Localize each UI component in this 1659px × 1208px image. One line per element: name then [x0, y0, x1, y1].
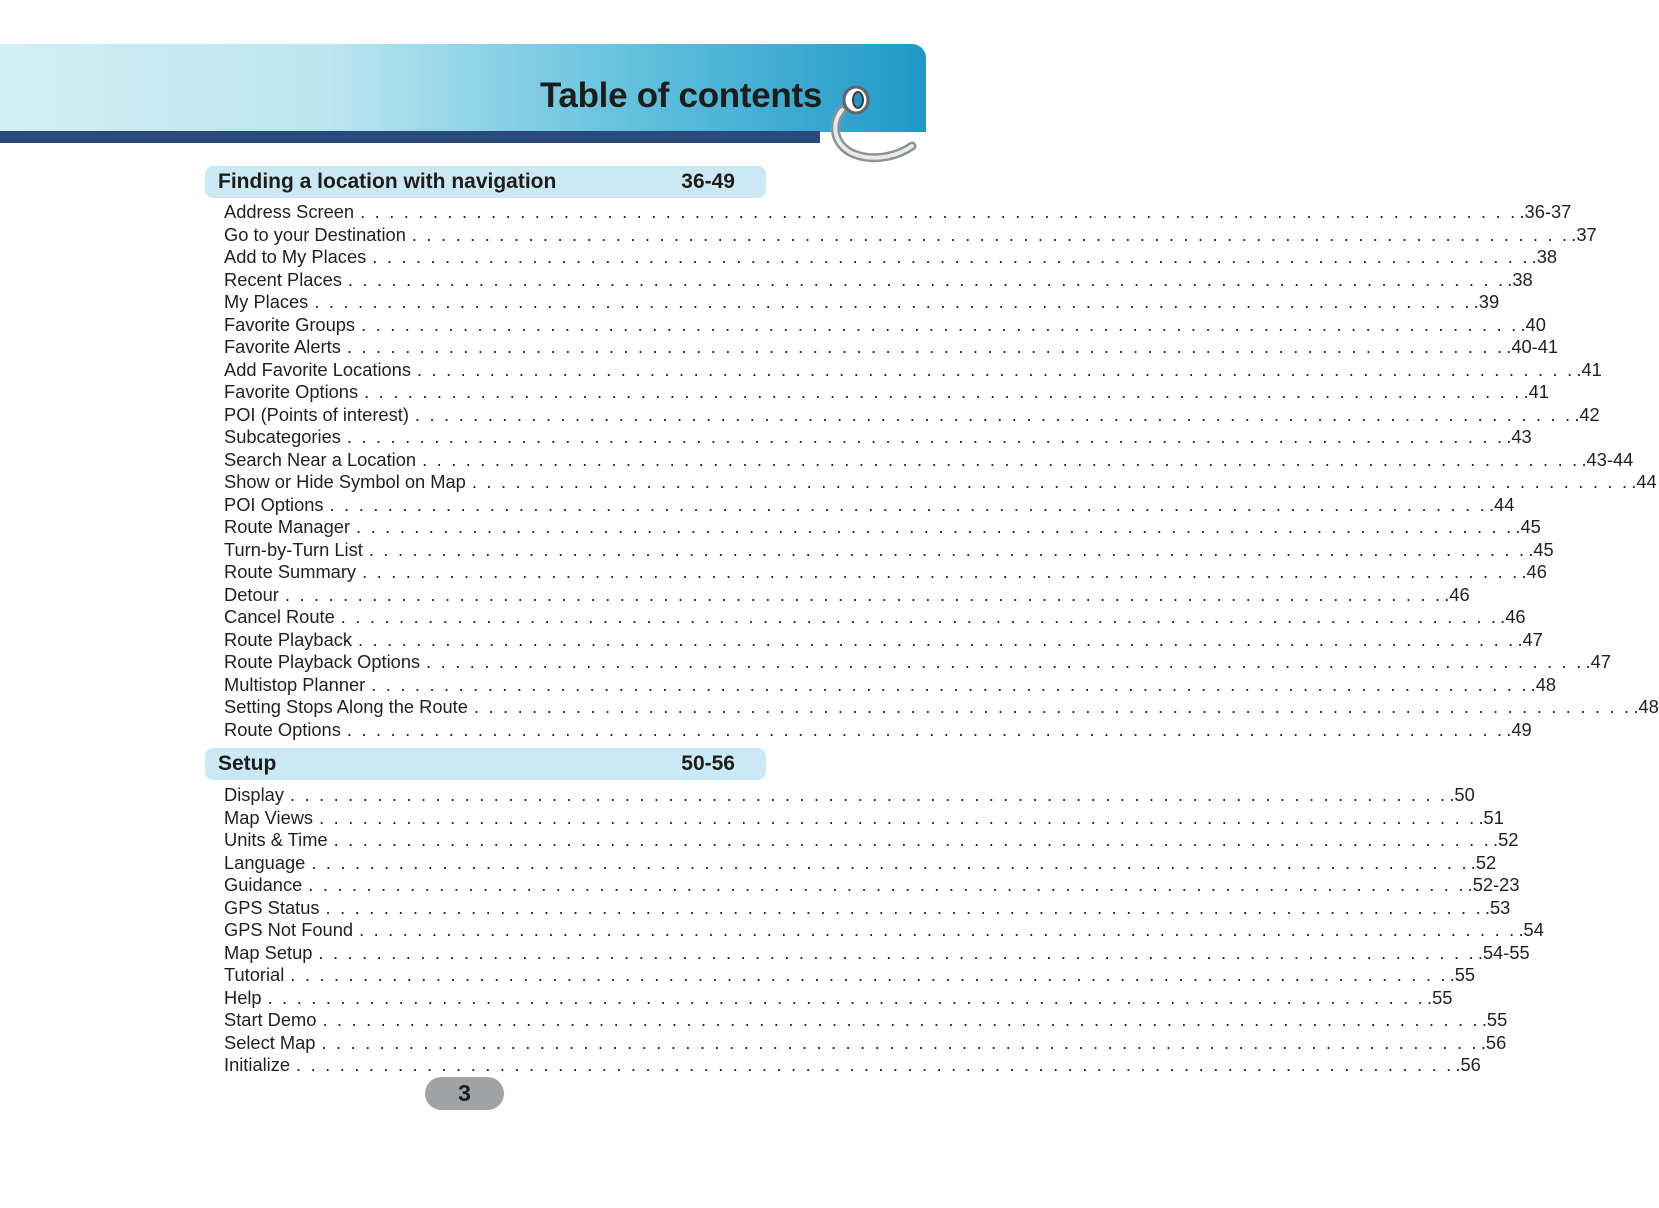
dot-leader: . . . . . . . . . . . . . . . . . . . . . . . . . . . . . . . . . . . . . . . . . . . . . . . . . . . . . . . . . . . . . . . . . . . . . . . . . . . . . . . .: [356, 516, 1514, 537]
toc-entry-label: Units & Time: [224, 829, 328, 850]
toc-entry-page: .44: [1488, 493, 1515, 515]
dot-leader: . . . . . . . . . . . . . . . . . . . . . . . . . . . . . . . . . . . . . . . . . . . . . . . . . . . . . . . . . . . . . . . . . . . . . . . . . . . . . . . .: [346, 718, 1505, 740]
toc-entry-page: .38: [1531, 246, 1558, 267]
toc-entry[interactable]: [224, 561, 1547, 584]
toc-entry-label: Favorite Groups: [224, 313, 356, 335]
toc-entry-label: POI Options: [224, 493, 324, 515]
section-header-navigation: [205, 166, 766, 198]
dot-leader: . . . . . . . . . . . . . . . . . . . . . . . . . . . . . . . . . . . . . . . . . . . . . . . . . . . . . . . . . . . . . . . . . . . . . . . . . . . . . . . .: [473, 696, 1632, 717]
toc-list-setup: [224, 784, 1544, 1077]
dot-leader: . . . . . . . . . . . . . . . . . . . . . . . . . . . . . . . . . . . . . . . . . . . . . . . . . . . . . . . . . . . . . . . . . . . . . . . . . . . . . . . .: [325, 896, 1483, 918]
toc-entry-page: .55: [1427, 986, 1453, 1008]
toc-entry-label: Cancel Route: [224, 606, 335, 627]
toc-entry-label: Favorite Options: [224, 381, 359, 402]
dot-leader: . . . . . . . . . . . . . . . . . . . . . . . . . . . . . . . . . . . . . . . . . . . . . . . . . . . . . . . . . . . . . . . . . . . . . . . . . . . . . . . .: [364, 381, 1522, 402]
toc-entry[interactable]: [224, 358, 1602, 382]
header-rule: [0, 131, 820, 143]
toc-entry[interactable]: [224, 784, 1475, 807]
toc-entry-page: .45: [1528, 538, 1554, 560]
toc-entry[interactable]: [224, 986, 1453, 1010]
toc-entry[interactable]: [224, 628, 1543, 652]
toc-entry[interactable]: [224, 696, 1659, 719]
toc-entry-label: POI (Points of interest): [224, 403, 409, 425]
dot-leader: . . . . . . . . . . . . . . . . . . . . . . . . . . . . . . . . . . . . . . . . . . . . . . . . . . . . . . . . . . . . . . . . . . . . . . . . . . . . . . . .: [340, 606, 1499, 627]
toc-entry-page: .46: [1444, 583, 1470, 605]
toc-entry-page: .52: [1470, 851, 1497, 873]
toc-entry[interactable]: [224, 673, 1557, 697]
section-header-setup: [205, 748, 766, 780]
spiral-ring-icon: [828, 80, 920, 164]
toc-entry-page: .50: [1449, 784, 1475, 805]
dot-leader: . . . . . . . . . . . . . . . . . . . . . . . . . . . . . . . . . . . . . . . . . . . . . . . . . . . . . . . . . . . . . . . . . . . . . . . . . . . . . . . .: [321, 1031, 1479, 1053]
toc-entry-page: .54: [1518, 919, 1544, 940]
toc-entry-label: Display: [224, 784, 284, 805]
toc-entry-label: Favorite Alerts: [224, 336, 341, 357]
dot-leader: . . . . . . . . . . . . . . . . . . . . . . . . . . . . . . . . . . . . . . . . . . . . . . . . . . . . . . . . . . . . . . . . . . . . . . . . . . . . . . . .: [322, 1009, 1480, 1030]
toc-entry-label: Recent Places: [224, 268, 342, 290]
dot-leader: . . . . . . . . . . . . . . . . . . . . . . . . . . . . . . . . . . . . . . . . . . . . . . . . . . . . . . . . . . . . . . . . . . . . . . . . . . . . . . . .: [414, 403, 1573, 425]
toc-entry[interactable]: [224, 516, 1541, 539]
toc-entry-label: My Places: [224, 291, 309, 312]
toc-entry-label: Route Options: [224, 718, 341, 740]
toc-entry[interactable]: [224, 268, 1533, 292]
toc-entry-label: Route Manager: [224, 516, 351, 537]
dot-leader: . . . . . . . . . . . . . . . . . . . . . . . . . . . . . . . . . . . . . . . . . . . . . . . . . . . . . . . . . . . . . . . . . . . . . . . . . . . . . . . .: [361, 313, 1519, 335]
toc-entry-label: Guidance: [224, 874, 303, 895]
toc-entry[interactable]: [224, 851, 1497, 875]
toc-entry-label: GPS Status: [224, 896, 320, 918]
dot-leader: . . . . . . . . . . . . . . . . . . . . . . . . . . . . . . . . . . . . . . . . . . . . . . . . . . . . . . . . . . . . . . . . . . . . . . . . . . . . . . . .: [308, 874, 1466, 895]
toc-entry-page: .55: [1481, 1009, 1508, 1030]
dot-leader: . . . . . . . . . . . . . . . . . . . . . . . . . . . . . . . . . . . . . . . . . . . . . . . . . . . . . . . . . . . . . . . . . . . . . . . . . . . . . . . .: [371, 673, 1529, 695]
toc-entry-label: Add Favorite Locations: [224, 358, 411, 380]
toc-entry[interactable]: [224, 919, 1544, 942]
toc-entry-label: Detour: [224, 583, 279, 605]
toc-entry-label: Start Demo: [224, 1009, 317, 1030]
toc-entry[interactable]: [224, 291, 1500, 314]
toc-entry[interactable]: [224, 1054, 1481, 1077]
dot-leader: . . . . . . . . . . . . . . . . . . . . . . . . . . . . . . . . . . . . . . . . . . . . . . . . . . . . . . . . . . . . . . . . . . . . . . . . . . . . . . . .: [416, 358, 1575, 380]
toc-entry-page: .54-55: [1477, 941, 1530, 963]
dot-leader: . . . . . . . . . . . . . . . . . . . . . . . . . . . . . . . . . . . . . . . . . . . . . . . . . . . . . . . . . . . . . . . . . . . . . . . . . . . . . . . .: [319, 806, 1477, 828]
toc-entry-page: .47: [1517, 628, 1543, 650]
toc-entry-page: .41: [1523, 381, 1549, 402]
toc-entry[interactable]: [224, 313, 1546, 337]
toc-entry-page: .56: [1480, 1031, 1507, 1053]
toc-entry[interactable]: [224, 1031, 1507, 1055]
toc-entry-page: .46: [1500, 606, 1526, 627]
toc-entry-page: .51: [1478, 806, 1504, 828]
page-number-badge: 3: [425, 1077, 504, 1110]
toc-entry-label: Language: [224, 851, 306, 873]
toc-entry[interactable]: [224, 606, 1526, 629]
toc-entry-page: .41: [1576, 358, 1602, 380]
toc-entry[interactable]: [224, 381, 1549, 404]
toc-entry-label: Multistop Planner: [224, 673, 366, 695]
section-page-range: 50-56: [681, 752, 735, 775]
dot-leader: . . . . . . . . . . . . . . . . . . . . . . . . . . . . . . . . . . . . . . . . . . . . . . . . . . . . . . . . . . . . . . . . . . . . . . . . . . . . . . . .: [314, 291, 1472, 312]
toc-entry-page: .43: [1506, 426, 1532, 447]
toc-entry[interactable]: [224, 336, 1559, 359]
dot-leader: . . . . . . . . . . . . . . . . . . . . . . . . . . . . . . . . . . . . . . . . . . . . . . . . . . . . . . . . . . . . . . . . . . . . . . . . . . . . . . . .: [358, 628, 1516, 650]
toc-entry[interactable]: [224, 471, 1657, 494]
dot-leader: . . . . . . . . . . . . . . . . . . . . . . . . . . . . . . . . . . . . . . . . . . . . . . . . . . . . . . . . . . . . . . . . . . . . . . . . . . . . . . . .: [311, 851, 1469, 873]
toc-entry[interactable]: [224, 538, 1554, 562]
toc-entry[interactable]: [224, 718, 1532, 742]
toc-entry[interactable]: [224, 246, 1558, 269]
toc-entry-label: Route Playback: [224, 628, 353, 650]
toc-entry-label: Show or Hide Symbol on Map: [224, 471, 466, 492]
toc-entry-label: Add to My Places: [224, 246, 367, 267]
toc-entry-page: .40: [1520, 313, 1546, 335]
toc-list-navigation: [224, 201, 1659, 741]
toc-entry[interactable]: [224, 403, 1600, 427]
dot-leader: . . . . . . . . . . . . . . . . . . . . . . . . . . . . . . . . . . . . . . . . . . . . . . . . . . . . . . . . . . . . . . . . . . . . . . . . . . . . . . . .: [284, 583, 1443, 605]
toc-entry-page: .52-23: [1467, 874, 1520, 895]
dot-leader: . . . . . . . . . . . . . . . . . . . . . . . . . . . . . . . . . . . . . . . . . . . . . . . . . . . . . . . . . . . . . . . . . . . . . . . . . . . . . . . .: [471, 471, 1630, 492]
dot-leader: . . . . . . . . . . . . . . . . . . . . . . . . . . . . . . . . . . . . . . . . . . . . . . . . . . . . . . . . . . . . . . . . . . . . . . . . . . . . . . . .: [296, 1054, 1454, 1075]
toc-entry-label: Tutorial: [224, 964, 285, 985]
toc-entry-page: .43-44: [1581, 448, 1634, 470]
toc-entry[interactable]: [224, 829, 1519, 852]
dot-leader: . . . . . . . . . . . . . . . . . . . . . . . . . . . . . . . . . . . . . . . . . . . . . . . . . . . . . . . . . . . . . . . . . . . . . . . . . . . . . . . .: [372, 246, 1530, 267]
toc-entry-page: .37: [1571, 223, 1597, 245]
toc-entry-page: .39: [1473, 291, 1500, 312]
dot-leader: . . . . . . . . . . . . . . . . . . . . . . . . . . . . . . . . . . . . . . . . . . . . . . . . . . . . . . . . . . . . . . . . . . . . . . . . . . . . . . . .: [346, 426, 1505, 447]
dot-leader: . . . . . . . . . . . . . . . . . . . . . . . . . . . . . . . . . . . . . . . . . . . . . . . . . . . . . . . . . . . . . . . . . . . . . . . . . . . . . . . .: [347, 268, 1506, 290]
toc-entry-page: .45: [1515, 516, 1541, 537]
toc-entry[interactable]: [224, 941, 1530, 965]
toc-entry[interactable]: [224, 493, 1515, 517]
toc-entry[interactable]: [224, 1009, 1508, 1032]
toc-entry-page: .44: [1631, 471, 1657, 492]
toc-entry-page: .56: [1455, 1054, 1481, 1075]
toc-entry-label: Turn-by-Turn List: [224, 538, 363, 560]
toc-entry-page: .40-41: [1506, 336, 1559, 357]
toc-entry-page: .48: [1633, 696, 1659, 717]
toc-entry-page: .49: [1506, 718, 1532, 740]
toc-entry-label: Route Summary: [224, 561, 357, 582]
toc-entry-page: .42: [1574, 403, 1600, 425]
toc-entry-page: .52: [1493, 829, 1519, 850]
dot-leader: . . . . . . . . . . . . . . . . . . . . . . . . . . . . . . . . . . . . . . . . . . . . . . . . . . . . . . . . . . . . . . . . . . . . . . . . . . . . . . . .: [333, 829, 1492, 850]
dot-leader: . . . . . . . . . . . . . . . . . . . . . . . . . . . . . . . . . . . . . . . . . . . . . . . . . . . . . . . . . . . . . . . . . . . . . . . . . . . . . . . .: [411, 223, 1570, 245]
dot-leader: . . . . . . . . . . . . . . . . . . . . . . . . . . . . . . . . . . . . . . . . . . . . . . . . . . . . . . . . . . . . . . . . . . . . . . . . . . . . . . . .: [362, 561, 1520, 582]
toc-entry-page: .55: [1449, 964, 1476, 985]
toc-entry[interactable]: [224, 201, 1572, 224]
toc-entry-label: Route Playback Options: [224, 651, 421, 672]
dot-leader: . . . . . . . . . . . . . . . . . . . . . . . . . . . . . . . . . . . . . . . . . . . . . . . . . . . . . . . . . . . . . . . . . . . . . . . . . . . . . . . .: [368, 538, 1527, 560]
dot-leader: . . . . . . . . . . . . . . . . . . . . . . . . . . . . . . . . . . . . . . . . . . . . . . . . . . . . . . . . . . . . . . . . . . . . . . . . . . . . . . . .: [289, 784, 1448, 805]
toc-entry-label: Initialize: [224, 1054, 291, 1075]
toc-entry-label: Map Views: [224, 806, 314, 828]
toc-entry-page: .47: [1585, 651, 1611, 672]
toc-entry-label: GPS Not Found: [224, 919, 354, 940]
toc-entry-page: .38: [1507, 268, 1533, 290]
section-title: Finding a location with navigation: [218, 170, 557, 193]
toc-entry[interactable]: [224, 806, 1504, 830]
toc-entry[interactable]: [224, 223, 1597, 247]
toc-entry-label: Go to your Destination: [224, 223, 406, 245]
toc-entry[interactable]: [224, 651, 1611, 674]
toc-entry-page: .53: [1484, 896, 1511, 918]
toc-entry-label: Subcategories: [224, 426, 341, 447]
toc-entry-label: Search Near a Location: [224, 448, 417, 470]
toc-entry-label: Help: [224, 986, 262, 1008]
section-page-range: 36-49: [681, 170, 735, 193]
toc-entry-label: Address Screen: [224, 201, 355, 222]
toc-entry-label: Select Map: [224, 1031, 316, 1053]
dot-leader: . . . . . . . . . . . . . . . . . . . . . . . . . . . . . . . . . . . . . . . . . . . . . . . . . . . . . . . . . . . . . . . . . . . . . . . . . . . . . . . .: [346, 336, 1505, 357]
dot-leader: . . . . . . . . . . . . . . . . . . . . . . . . . . . . . . . . . . . . . . . . . . . . . . . . . . . . . . . . . . . . . . . . . . . . . . . . . . . . . . . .: [318, 941, 1476, 963]
dot-leader: . . . . . . . . . . . . . . . . . . . . . . . . . . . . . . . . . . . . . . . . . . . . . . . . . . . . . . . . . . . . . . . . . . . . . . . . . . . . . . . .: [426, 651, 1584, 672]
dot-leader: . . . . . . . . . . . . . . . . . . . . . . . . . . . . . . . . . . . . . . . . . . . . . . . . . . . . . . . . . . . . . . . . . . . . . . . . . . . . . . . .: [290, 964, 1448, 985]
toc-entry[interactable]: [224, 964, 1476, 987]
dot-leader: . . . . . . . . . . . . . . . . . . . . . . . . . . . . . . . . . . . . . . . . . . . . . . . . . . . . . . . . . . . . . . . . . . . . . . . . . . . . . . . .: [329, 493, 1487, 515]
toc-entry[interactable]: [224, 426, 1532, 449]
toc-entry-label: Setting Stops Along the Route: [224, 696, 468, 717]
toc-entry-label: Map Setup: [224, 941, 313, 963]
toc-entry[interactable]: [224, 448, 1634, 472]
toc-entry[interactable]: [224, 874, 1520, 897]
toc-entry-page: .36-37: [1519, 201, 1572, 222]
toc-entry-page: .48: [1530, 673, 1557, 695]
dot-leader: . . . . . . . . . . . . . . . . . . . . . . . . . . . . . . . . . . . . . . . . . . . . . . . . . . . . . . . . . . . . . . . . . . . . . . . . . . . . . . . .: [267, 986, 1425, 1008]
page-title: Table of contents: [539, 76, 822, 115]
dot-leader: . . . . . . . . . . . . . . . . . . . . . . . . . . . . . . . . . . . . . . . . . . . . . . . . . . . . . . . . . . . . . . . . . . . . . . . . . . . . . . . .: [360, 201, 1518, 222]
toc-entry-page: .46: [1521, 561, 1547, 582]
toc-entry[interactable]: [224, 583, 1470, 607]
toc-entry[interactable]: [224, 896, 1511, 920]
dot-leader: . . . . . . . . . . . . . . . . . . . . . . . . . . . . . . . . . . . . . . . . . . . . . . . . . . . . . . . . . . . . . . . . . . . . . . . . . . . . . . . .: [422, 448, 1580, 470]
section-title: Setup: [218, 752, 277, 775]
dot-leader: . . . . . . . . . . . . . . . . . . . . . . . . . . . . . . . . . . . . . . . . . . . . . . . . . . . . . . . . . . . . . . . . . . . . . . . . . . . . . . . .: [359, 919, 1517, 940]
